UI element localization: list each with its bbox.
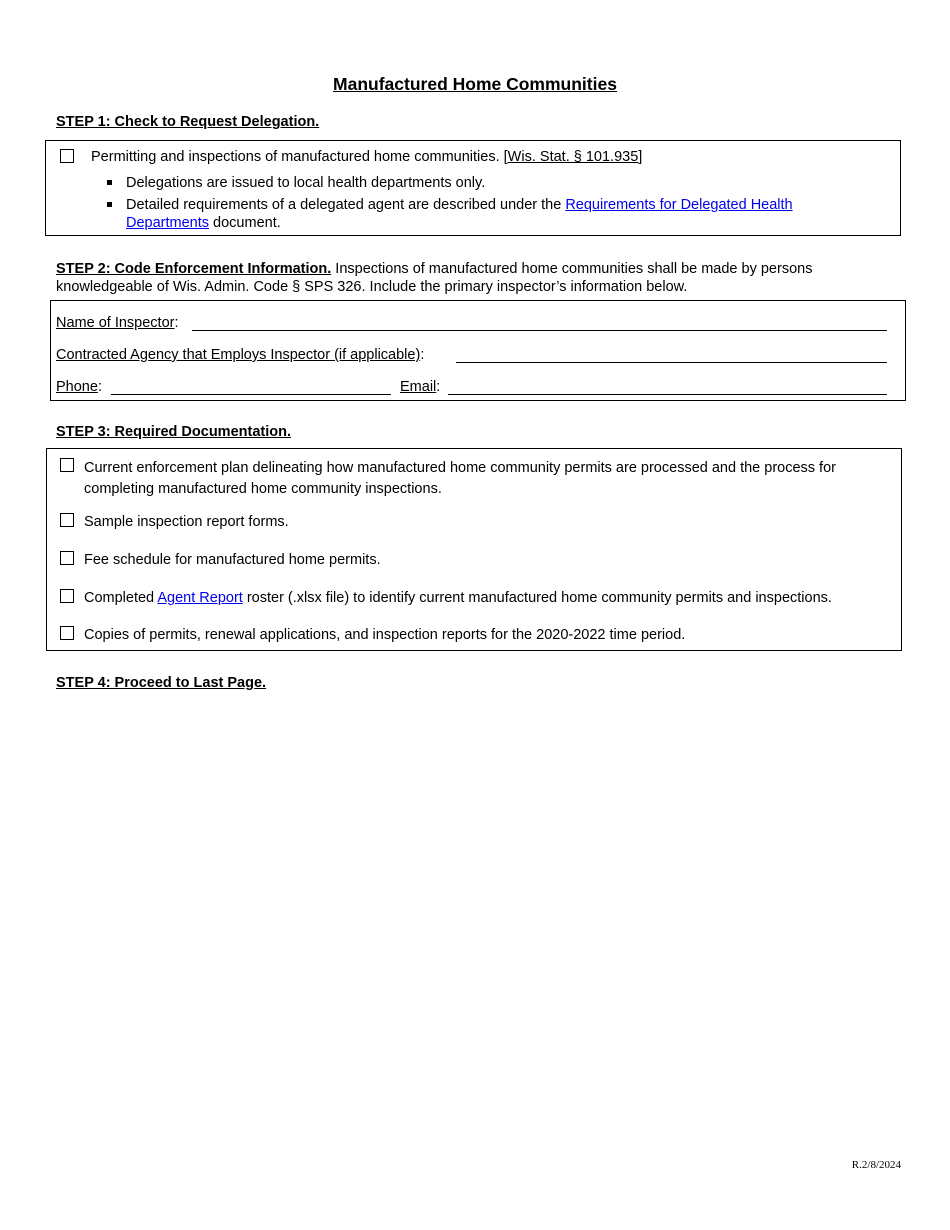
step3-item1 [84, 458, 899, 500]
step3-item5: Copies of permits, renewal applications, and inspection reports for the 2020-2022 time period. [84, 627, 686, 643]
email-label-wrap [400, 378, 440, 396]
step3-item1-line2: completing manufactured home community inspections. [84, 481, 442, 497]
step1-box [45, 140, 901, 236]
email-colon: : [436, 379, 441, 395]
step1-bullet2-suffix: document. [209, 215, 281, 231]
step1-item-text: Permitting and inspections of manufactured home communities. [91, 149, 504, 165]
step1-bullet2-prefix: Detailed requirements of a delegated agent are described under the [126, 197, 566, 213]
requirements-link-cont[interactable]: Departments [126, 215, 210, 231]
step1-bullet1: Delegations are issued to local health departments only. [126, 175, 486, 191]
fee-schedule-checkbox[interactable] [60, 551, 74, 565]
email-field[interactable] [448, 394, 887, 395]
phone-colon: : [97, 379, 102, 395]
copies-permits-checkbox[interactable] [60, 626, 74, 640]
email-label: Email [400, 379, 437, 395]
inspection-forms-checkbox[interactable] [60, 513, 74, 527]
inspector-name-field[interactable] [192, 330, 887, 331]
bullet-icon [107, 180, 112, 185]
step3-item3: Fee schedule for manufactured home permits. [84, 552, 381, 568]
step3-heading: STEP 3: Required Documentation. [56, 424, 291, 440]
step2-heading: STEP 2: Code Enforcement Information. [56, 261, 332, 277]
inspector-colon: : [174, 315, 179, 331]
step3-item4-suffix: roster (.xlsx file) to identify current manufactured home community permits and inspections. [242, 590, 832, 606]
phone-field[interactable] [111, 394, 391, 395]
statute-reference: [Wis. Stat. § 101.935] [503, 149, 643, 165]
phone-label-wrap [56, 378, 102, 396]
step1-heading: STEP 1: Check to Request Delegation. [56, 114, 320, 130]
agency-colon: : [420, 347, 425, 363]
step1-item [91, 148, 642, 166]
step2-intro-line1: Inspections of manufactured home communities shall be made by persons [331, 261, 813, 277]
step1-delegation-checkbox[interactable] [60, 149, 74, 163]
page-title: Manufactured Home Communities [333, 74, 617, 94]
step2-intro [56, 260, 906, 296]
step3-box [46, 448, 902, 651]
revision-date: R.2/8/2024 [851, 1159, 901, 1171]
phone-label: Phone [56, 379, 98, 395]
agency-label-wrap [56, 346, 424, 364]
step4-heading: STEP 4: Proceed to Last Page. [56, 675, 267, 691]
step2-intro-line2: knowledgeable of Wis. Admin. Code § SPS 326. Include the primary inspector’s information below. [56, 279, 688, 295]
step3-item2: Sample inspection report forms. [84, 514, 289, 530]
agent-report-checkbox[interactable] [60, 589, 74, 603]
step3-item4 [84, 589, 832, 607]
requirements-link[interactable]: Requirements for Delegated Health [565, 197, 793, 213]
step3-item4-prefix: Completed [84, 590, 158, 606]
step2-box [50, 300, 906, 401]
step3-item1-line1: Current enforcement plan delineating how manufactured home community permits are processed and the process for [84, 460, 836, 476]
inspector-label-wrap [56, 314, 179, 332]
enforcement-plan-checkbox[interactable] [60, 458, 74, 472]
bullet-icon [107, 202, 112, 207]
agent-report-link[interactable]: Agent Report [157, 590, 243, 606]
agency-label: Contracted Agency that Employs Inspector (if applicable) [56, 347, 421, 363]
step1-bullet2 [126, 196, 886, 232]
inspector-label: Name of Inspector [56, 315, 175, 331]
agency-field[interactable] [456, 362, 887, 363]
